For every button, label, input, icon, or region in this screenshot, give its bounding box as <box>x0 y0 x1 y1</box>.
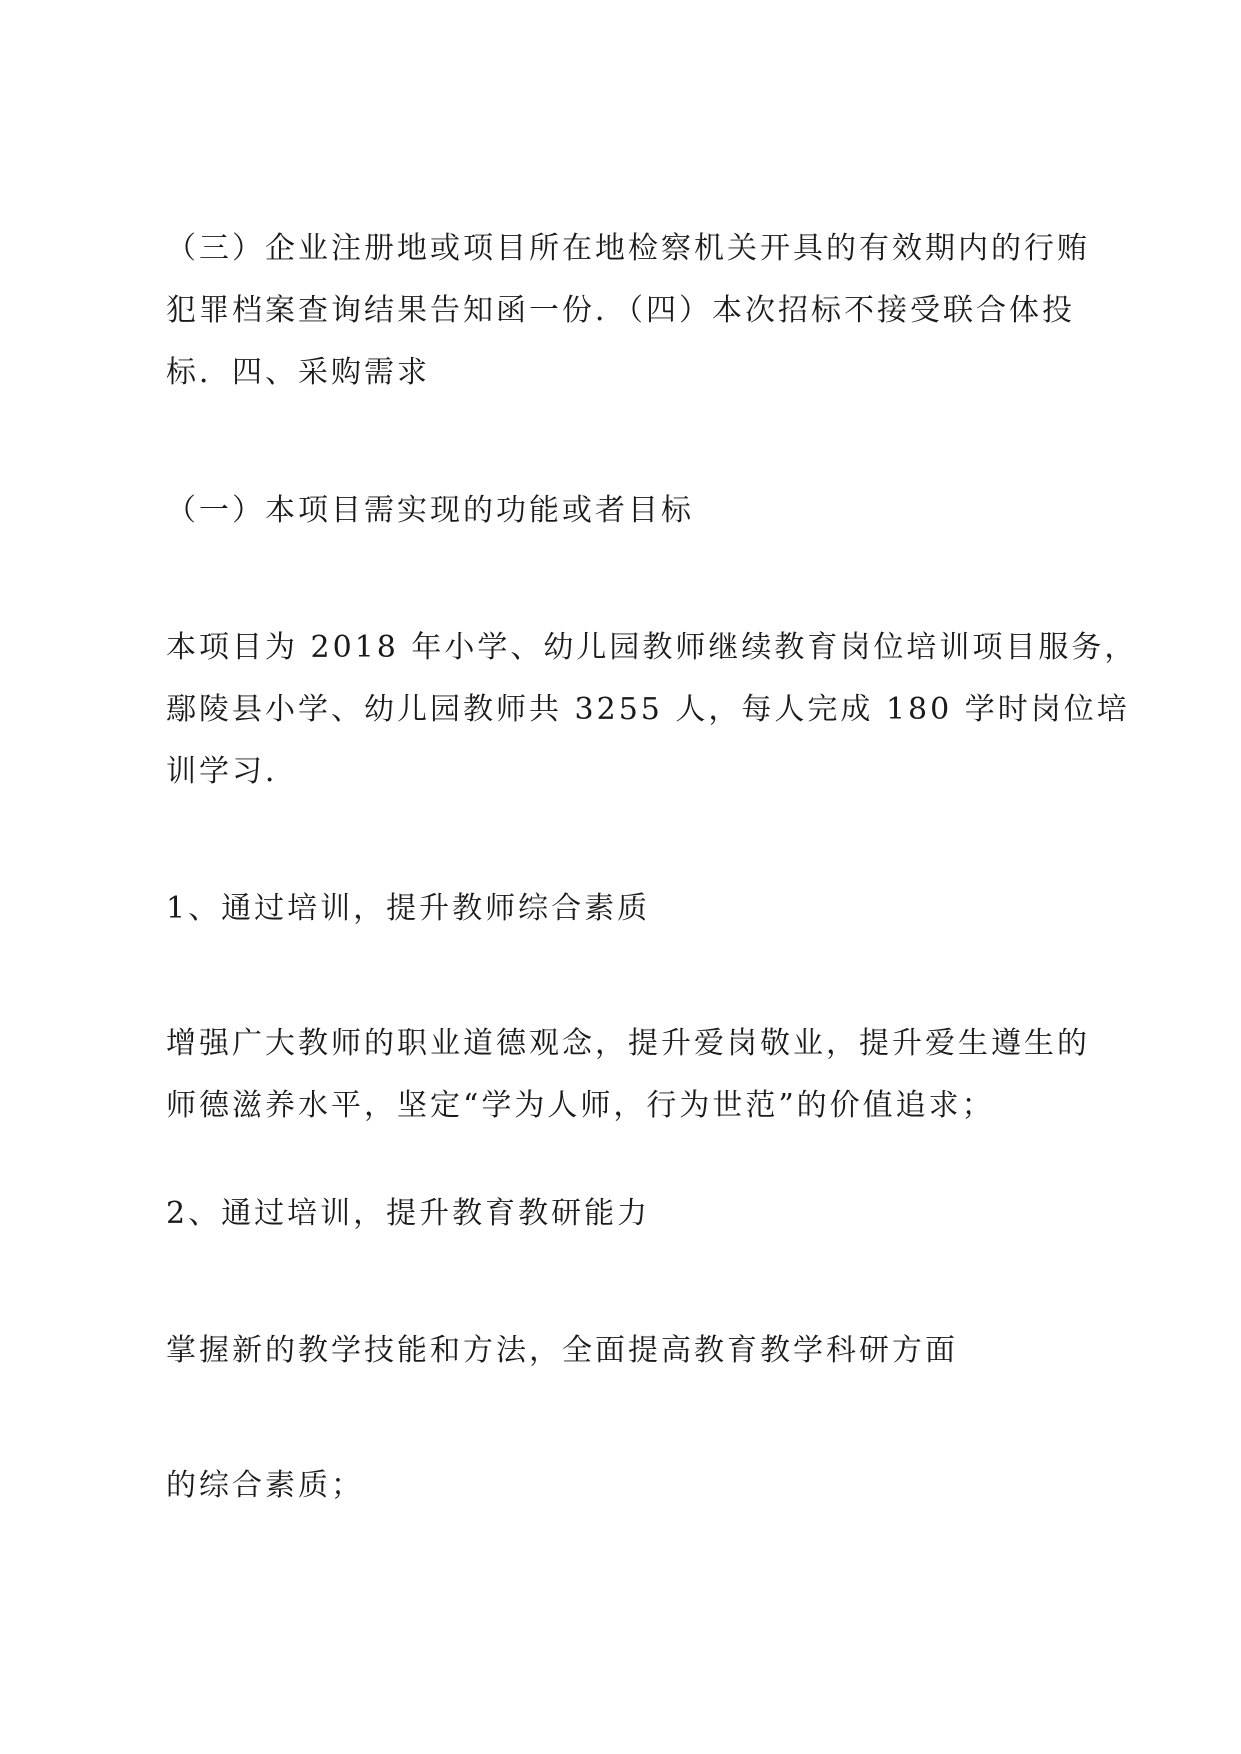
paragraph-skills-continued <box>166 1455 1096 1517</box>
paragraph-qualification-3-4 <box>166 218 1096 404</box>
text-line: 增强广大教师的职业道德观念，提升爱岗敬业，提升爱生遵生的 <box>166 1026 1090 1061</box>
item-heading-1 <box>166 878 1096 940</box>
section-heading-goals <box>166 480 1096 542</box>
text-line: 鄢陵县小学、幼儿园教师共 3255 人，每人完成 180 学时岗位培 <box>166 692 1130 727</box>
text-line: 2、通过培训，提升教育教研能力 <box>166 1196 651 1231</box>
text-line: 本项目为 2018 年小学、幼儿园教师继续教育岗位培训项目服务， <box>166 630 1138 665</box>
paragraph-skills <box>166 1320 1096 1382</box>
text-line: 犯罪档案查询结果告知函一份．（四）本次招标不接受联合体投 <box>166 293 1075 328</box>
text-line: 1、通过培训，提升教师综合素质 <box>166 891 651 926</box>
text-line: 掌握新的教学技能和方法，全面提高教育教学科研方面 <box>166 1333 958 1368</box>
text-line: 的综合素质； <box>166 1468 364 1503</box>
item-heading-2 <box>166 1183 1096 1245</box>
text-line: （一）本项目需实现的功能或者目标 <box>166 493 694 528</box>
text-line: 训学习． <box>166 754 298 789</box>
paragraph-project-overview <box>166 617 1138 803</box>
text-line: （三）企业注册地或项目所在地检察机关开具的有效期内的行贿 <box>166 231 1090 266</box>
paragraph-ethics <box>166 1013 1096 1137</box>
text-line: 标．四、采购需求 <box>166 355 430 390</box>
text-line: 师德滋养水平，坚定“学为人师，行为世范”的价值追求； <box>166 1088 995 1123</box>
